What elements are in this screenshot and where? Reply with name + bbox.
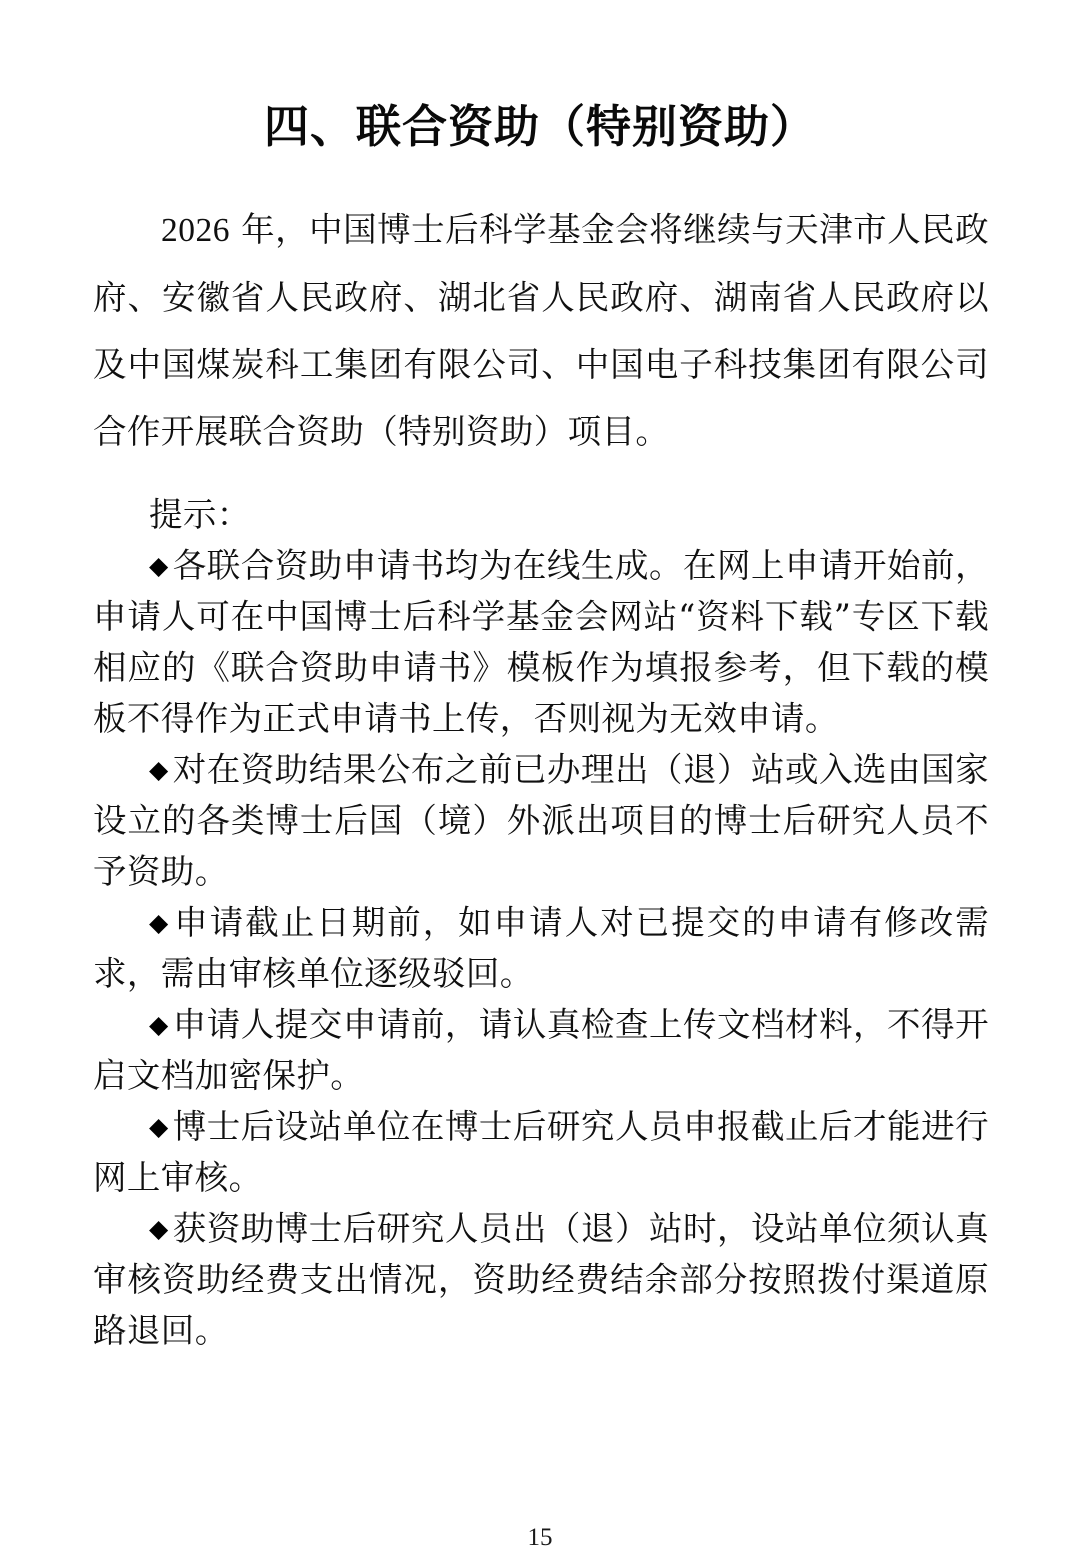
tip-item-text: 对在资助结果公布之前已办理出（退）站或入选由国家设立的各类博士后国（境）外派出项目的博士后研究人员不予资助。 (93, 750, 989, 891)
intro-paragraph-text: 年，中国博士后科学基金会将继续与天津市人民政府、安徽省人民政府、湖北省人民政府、湖南省人民政府以及中国煤炭科工集团有限公司、中国电子科技集团有限公司合作开展联合资助（特别资助）项目。 (93, 210, 989, 451)
page-number: 15 (527, 1524, 553, 1548)
diamond-bullet-icon: ◆ (149, 551, 169, 580)
tip-item (93, 897, 989, 999)
intro-section (93, 196, 989, 465)
tip-item (93, 744, 989, 897)
tip-item (93, 1203, 989, 1356)
diamond-bullet-icon: ◆ (149, 1214, 169, 1243)
page-title: 四、联合资助（特别资助） (263, 100, 816, 154)
tips-section (93, 489, 989, 1356)
diamond-bullet-icon: ◆ (149, 908, 171, 937)
tip-item-text: 申请截止日期前，如申请人对已提交的申请有修改需求，需由审核单位逐级驳回。 (93, 903, 989, 993)
diamond-bullet-icon: ◆ (149, 1010, 169, 1039)
tip-item-text: 申请人提交申请前，请认真检查上传文档材料，不得开启文档加密保护。 (93, 1005, 989, 1095)
tips-label: 提示： (149, 495, 251, 534)
tip-item-text: 博士后设站单位在博士后研究人员申报截止后才能进行网上审核。 (93, 1107, 989, 1197)
tip-item-text: 各联合资助申请书均为在线生成。在网上申请开始前，申请人可在中国博士后科学基金会网站“资料下载”专区下载相应的《联合资助申请书》模板作为填报参考，但下载的模板不得作为正式申请书上传，否则视为无效申请。 (93, 546, 989, 738)
tip-item (93, 999, 989, 1101)
diamond-bullet-icon: ◆ (149, 755, 169, 784)
tip-item (93, 1101, 989, 1203)
tip-item (93, 540, 989, 744)
intro-paragraph (93, 196, 989, 465)
tip-item-text: 获资助博士后研究人员出（退）站时，设站单位须认真审核资助经费支出情况，资助经费结余部分按照拨付渠道原路退回。 (93, 1209, 989, 1350)
diamond-bullet-icon: ◆ (149, 1112, 169, 1141)
intro-year: 2026 (161, 212, 230, 249)
